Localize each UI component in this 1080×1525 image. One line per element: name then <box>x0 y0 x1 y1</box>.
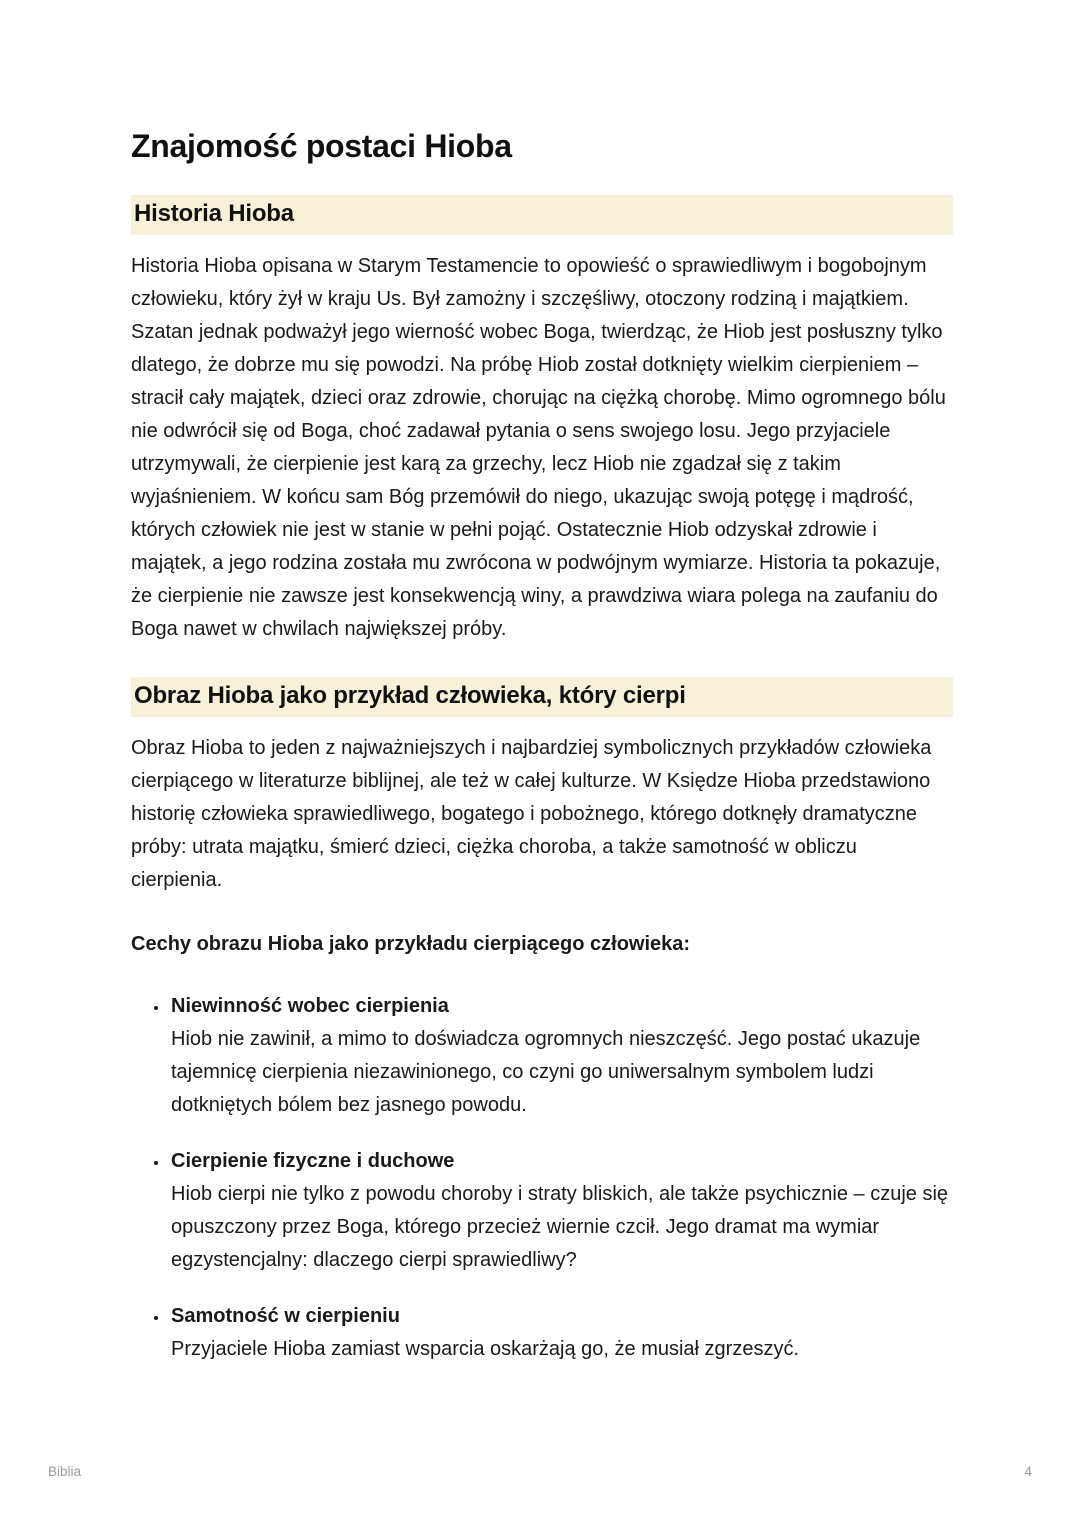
list-item-text: Hiob cierpi nie tylko z powodu choroby i straty bliskich, ale także psychicznie – czuje się opuszczony przez Boga, którego przecież wiernie czcił. Jego dramat ma wymiar egzystencjalny: dlaczego cierpi sprawiedliwy? <box>171 1183 949 1271</box>
list-item-cierpienie <box>169 1145 953 1277</box>
footer-page-number: 4 <box>1024 1464 1032 1479</box>
section-historia-hioba <box>131 195 953 646</box>
list-item-text: Hiob nie zawinił, a mimo to doświadcza ogromnych nieszczęść. Jego postać ukazuje tajemnicę cierpienia niezawinionego, co czyni go uniwersalnym symbolem ludzi dotkniętych bólem bez jasnego powodu. <box>171 1028 921 1116</box>
list-item-title: • Cierpienie fizyczne i duchowe <box>171 1150 455 1172</box>
paragraph-obraz: Obraz Hioba to jeden z najważniejszych i najbardziej symbolicznych przykładów człowieka cierpiącego w literaturze biblijnej, ale też w całej kulturze. W Księdze Hioba przedstawiono historię człowieka sprawiedliwego, bogatego i pobożnego, którego dotknęły dramatyczne próby: utrata majątku, śmierć dzieci, ciężka choroba, a także samotność w obliczu cierpienia. <box>131 737 932 891</box>
list-item-niewinnosc <box>169 990 953 1122</box>
list-item-title: • Niewinność wobec cierpienia <box>171 995 449 1017</box>
list-item-text: Przyjaciele Hioba zamiast wsparcia oskarżają go, że musiał zgrzeszyć. <box>171 1338 800 1360</box>
list-intro: Cechy obrazu Hioba jako przykładu cierpiącego człowieka: <box>131 933 691 955</box>
list-item-samotnosc <box>169 1300 953 1366</box>
page-footer <box>48 1464 1032 1479</box>
section-heading-obraz: Obraz Hioba jako przykład człowieka, który cierpi <box>131 677 953 717</box>
section-obraz-hioba <box>131 677 953 1366</box>
paragraph-historia: Historia Hioba opisana w Starym Testamencie to opowieść o sprawiedliwym i bogobojnym człowieku, który żył w kraju Us. Był zamożny i szczęśliwy, otoczony rodziną i majątkiem. Szatan jednak podważył jego wierność wobec Boga, twierdząc, że Hiob jest posłuszny tylko dlatego, że dobrze mu się powodzi. Na próbę Hiob został dotknięty wielkim cierpieniem – stracił cały majątek, dzieci oraz zdrowie, chorując na ciężką chorobę. Mimo ogromnego bólu nie odwrócił się od Boga, choć zadawał pytania o sens swojego losu. Jego przyjaciele utrzymywali, że cierpienie jest karą za grzechy, lecz Hiob nie zgadzał się z takim wyjaśnieniem. W końcu sam Bóg przemówił do niego, ukazując swoją potęgę i mądrość, których człowiek nie jest w stanie w pełni pojąć. Ostatecznie Hiob odzyskał zdrowie i majątek, a jego rodzina została mu zwrócona w podwójnym wymiarze. Historia ta pokazuje, że cierpienie nie zawsze jest konsekwencją winy, a prawdziwa wiara polega na zaufaniu do Boga nawet w chwilach największej próby. <box>131 255 946 640</box>
feature-list <box>131 990 953 1366</box>
section-heading-historia: Historia Hioba <box>131 195 953 235</box>
document-content <box>131 0 953 1389</box>
page-title: Znajomość postaci Hioba <box>131 128 512 164</box>
footer-doc-title: Biblia <box>48 1464 82 1479</box>
list-item-title: • Samotność w cierpieniu <box>171 1305 400 1327</box>
